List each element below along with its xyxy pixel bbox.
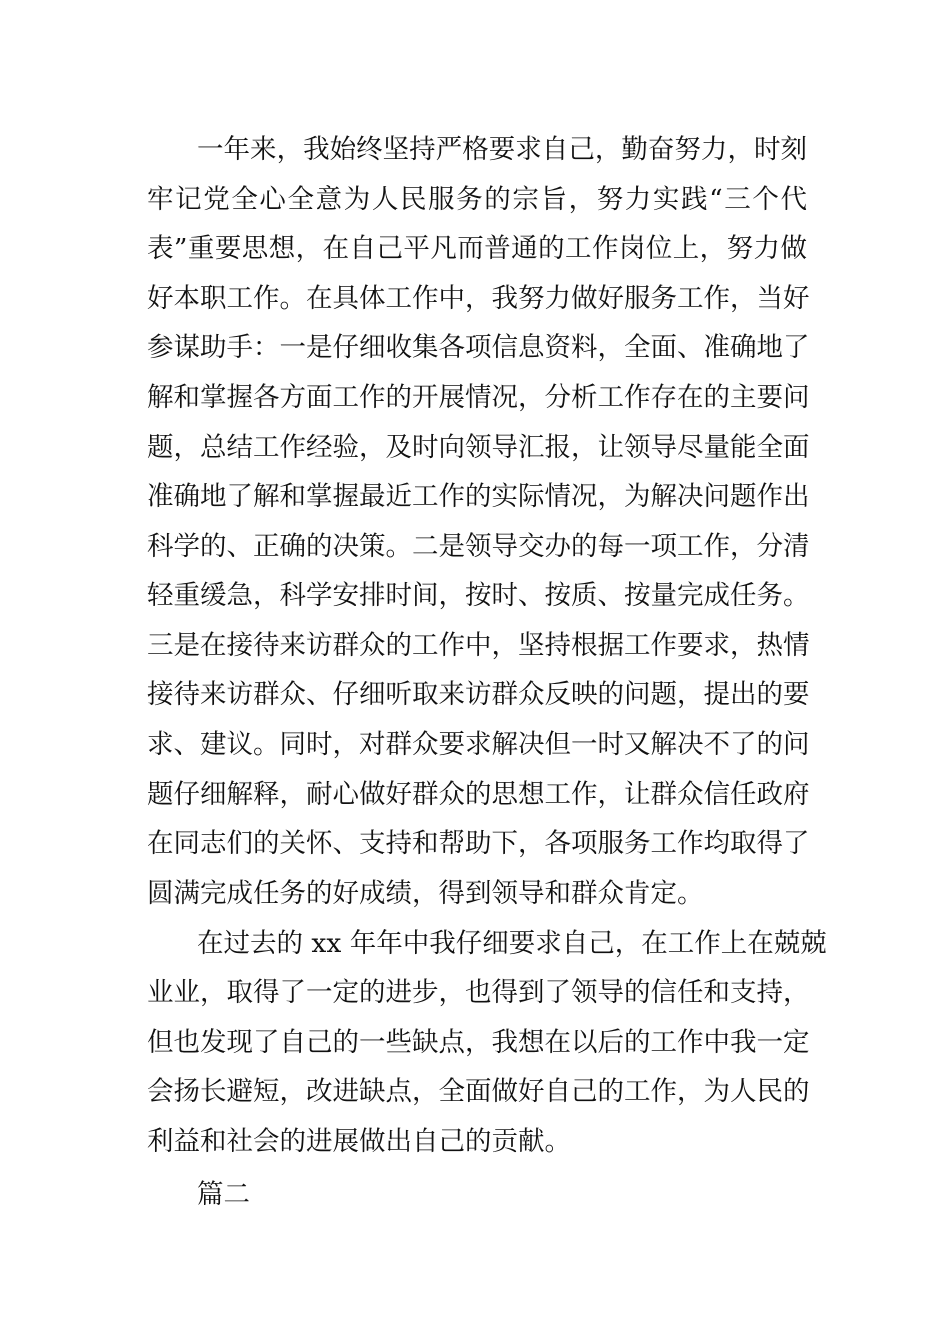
paragraph-1-line-15: 在同志们的关怀、支持和帮助下，各项服务工作均取得了 — [147, 828, 810, 859]
paragraph-1-line-1: 一年来，我始终坚持严格要求自己，勤奋努力，时刻 — [197, 134, 807, 165]
paragraph-2-line-1: 在过去的 xx 年年中我仔细要求自己，在工作上在兢兢 — [197, 928, 827, 959]
paragraph-1-line-13: 求、建议。同时，对群众要求解决但一时又解决不了的问 — [147, 729, 810, 760]
paragraph-1-line-14: 题仔细解释，耐心做好群众的思想工作，让群众信任政府 — [147, 779, 810, 810]
paragraph-1-line-11: 三是在接待来访群众的工作中，坚持根据工作要求，热情 — [147, 630, 810, 661]
paragraph-1-line-5: 参谋助手：一是仔细收集各项信息资料，全面、准确地了 — [147, 332, 810, 363]
paragraph-1-line-6: 解和掌握各方面工作的开展情况，分析工作存在的主要问 — [147, 382, 810, 413]
paragraph-1-line-9: 科学的、正确的决策。二是领导交办的每一项工作，分清 — [147, 531, 810, 562]
paragraph-1-line-16: 圆满完成任务的好成绩，得到领导和群众肯定。 — [147, 878, 704, 909]
paragraph-1-line-7: 题，总结工作经验，及时向领导汇报，让领导尽量能全面 — [147, 432, 810, 463]
paragraph-2-line-4: 会扬长避短，改进缺点，全面做好自己的工作，为人民的 — [147, 1076, 810, 1107]
paragraph-1-line-12: 接待来访群众、仔细听取来访群众反映的问题，提出的要 — [147, 679, 810, 710]
paragraph-1-line-4: 好本职工作。在具体工作中，我努力做好服务工作，当好 — [147, 283, 810, 314]
paragraph-1-line-3: 表”重要思想，在自己平凡而普通的工作岗位上，努力做 — [147, 233, 807, 264]
paragraph-1-line-8: 准确地了解和掌握最近工作的实际情况，为解决问题作出 — [147, 481, 810, 512]
paragraph-2-line-2: 业业，取得了一定的进步，也得到了领导的信任和支持， — [147, 977, 810, 1008]
paragraph-1-line-2: 牢记党全心全意为人民服务的宗旨，努力实践“三个代 — [147, 184, 807, 215]
paragraph-2-line-3: 但也发现了自己的一些缺点，我想在以后的工作中我一定 — [147, 1027, 810, 1058]
paragraph-1-line-10: 轻重缓急，科学安排时间，按时、按质、按量完成任务。 — [147, 580, 810, 611]
paragraph-2-line-5: 利益和社会的进展做出自己的贡献。 — [147, 1126, 571, 1157]
section-heading: 篇二 — [197, 1179, 250, 1210]
